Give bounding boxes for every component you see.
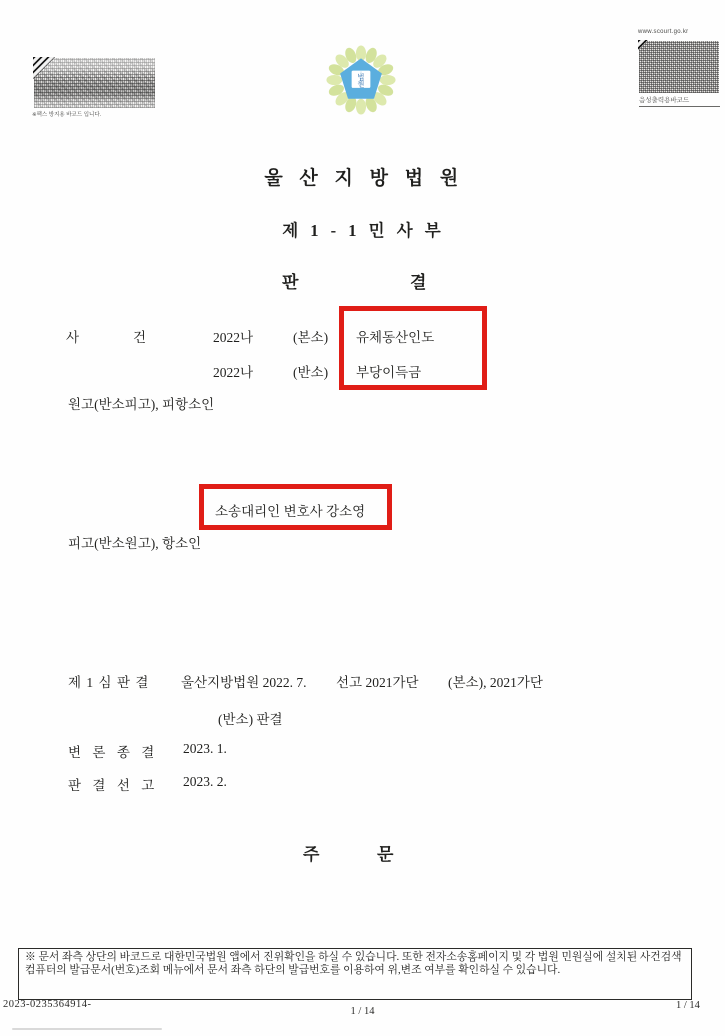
page-number-right: 1 / 14 — [676, 1000, 700, 1011]
closing-date: 2023. 1. — [183, 741, 227, 756]
court-name-title: 울 산 지 방 법 원 — [264, 168, 461, 189]
verification-notice-text: ※ 문서 좌측 상단의 바코드로 대한민국법원 앱에서 진위확인을 하실 수 있습니다. 또한 전자소송홈페이지 및 각 법원 민원실에 설치된 사건검색 컴퓨터의 발급문서(번호)조회 메뉴에서 문서 좌측 하단의 발급번호를 이용하여 위,변조 여부를 확인하실 수 있습니다. — [25, 951, 682, 976]
case-number-counter: 2022나 — [213, 365, 254, 380]
page-number-center: 1 / 14 — [350, 1006, 375, 1017]
doc-type-char-left: 판 — [282, 273, 299, 292]
defendant-line: 피고(반소원고), 항소인 — [68, 536, 202, 551]
case-name-main: 유체동산인도 — [356, 330, 435, 345]
antifax-barcode-image — [34, 58, 155, 108]
scourt-url: www.scourt.go.kr — [638, 29, 689, 35]
attorney-line: 소송대리인 변호사 강소영 — [215, 504, 366, 519]
court-emblem — [325, 44, 397, 116]
court-emblem-icon — [325, 44, 397, 116]
case-kind-main: (본소) — [293, 330, 329, 345]
first-trial-label: 제 1 심 판 결 — [68, 675, 150, 690]
closing-label: 변 론 종 결 — [68, 745, 159, 760]
case-kind-counter: (반소) — [293, 365, 329, 380]
emblem-char-top: 법 — [357, 73, 365, 82]
division-title: 제 1 - 1 민 사 부 — [282, 221, 443, 240]
first-trial-case2: (본소), 2021가단 — [448, 675, 543, 690]
case-label-char1: 사 — [66, 330, 80, 345]
scan-artifact-line — [12, 1028, 162, 1030]
issue-number: 2023-0235364914- — [3, 999, 92, 1010]
voice-output-barcode-image — [639, 41, 719, 93]
case-label-char2: 건 — [133, 330, 147, 345]
qr-corner-mark — [638, 40, 648, 50]
order-heading-right: 문 — [377, 845, 394, 864]
case-name-counter: 부당이득금 — [356, 365, 422, 380]
first-trial-sentence: 선고 2021가단 — [336, 675, 419, 690]
case-number-main: 2022나 — [213, 330, 254, 345]
plaintiff-line: 원고(반소피고), 피항소인 — [68, 397, 215, 412]
order-heading-left: 주 — [303, 845, 320, 864]
barcode-corner-mark — [33, 57, 55, 79]
antifax-barcode-caption: ※팩스 방지용 바코드 입니다. — [32, 112, 102, 118]
emblem-char-bottom: 원 — [357, 80, 365, 89]
ruling-label: 판 결 선 고 — [68, 778, 159, 793]
doc-type-char-right: 결 — [410, 273, 427, 292]
first-trial-line2: (반소) 판결 — [218, 712, 283, 727]
ruling-date: 2023. 2. — [183, 774, 227, 789]
verification-notice-box — [18, 948, 692, 1000]
first-trial-court: 울산지방법원 2022. 7. — [181, 675, 307, 690]
voice-output-barcode-caption: 음성출력용바코드 — [639, 95, 720, 107]
